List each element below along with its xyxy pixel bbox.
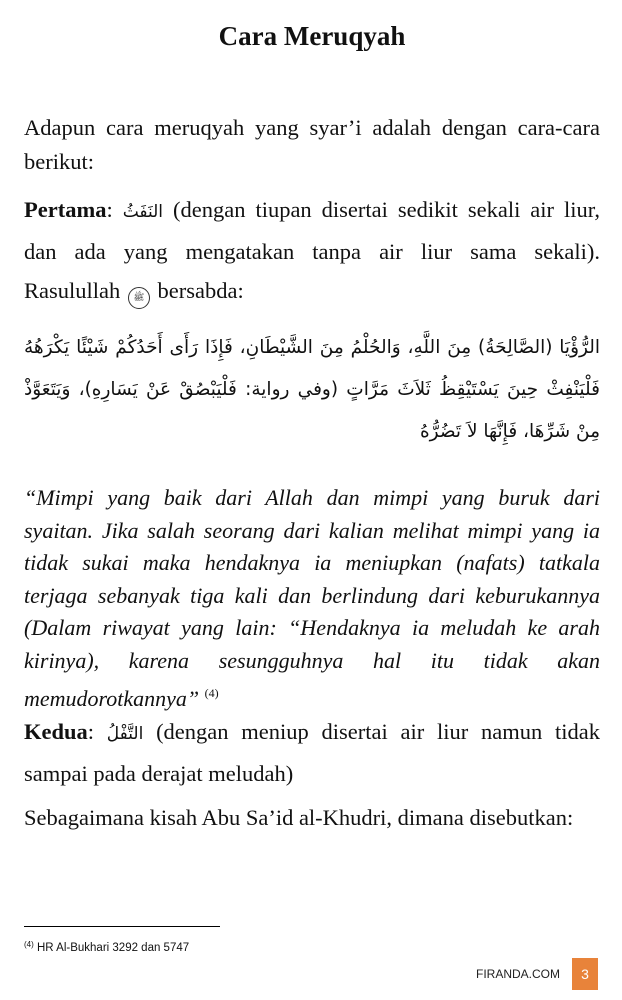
pertama-arabic-term: النَفَثُ bbox=[122, 202, 164, 222]
kedua-arabic-term: التَّفْلُ bbox=[106, 724, 144, 744]
footnote bbox=[24, 937, 189, 956]
pertama-text: (dengan tiupan disertai sedikit sekali air liur, dan ada yang mengatakan tanpa air liur sama sekali). Rasulullah bbox=[24, 197, 600, 303]
hadith-translation bbox=[24, 482, 600, 716]
kedua-paragraph: Kedua: التَّفْلُ (dengan meniup disertai air liur namun tidak sampai pada derajat meludah) bbox=[24, 719, 600, 786]
footer-site-name: FIRANDA.COM bbox=[476, 967, 560, 981]
page-title: Cara Meruqyah bbox=[218, 21, 406, 51]
translation-text: “Mimpi yang baik dari Allah dan mimpi yang buruk dari syaitan. Jika salah seorang dari kalian melihat mimpi yang ia tidak sukai maka hendaknya ia meniupkan (nafats) tatkala terjaga sebanyak tiga kali dan berlindung dari keburukannya (Dalam riwayat yang lain: “Hendaknya ia meludah ke arah kirinya), karena sesungguhnya hal itu tidak akan memudorotkannya” bbox=[24, 485, 600, 711]
pertama-text-after: bersabda: bbox=[157, 278, 244, 303]
pertama-paragraph: Pertama: النَفَثُ (dengan tiupan disertai sedikit sekali air liur, dan ada yang mengatakan tanpa air liur sama sekali). Rasulullah ﷺ bersabda: bbox=[24, 190, 600, 310]
footnote-reference: (4) bbox=[204, 686, 219, 700]
kedua-label: Kedua bbox=[24, 719, 88, 744]
footnote-divider bbox=[24, 926, 220, 927]
intro-paragraph: Adapun cara meruqyah yang syar’i adalah dengan cara-cara berikut: bbox=[24, 115, 600, 174]
kedua-text: (dengan meniup disertai air liur namun tidak sampai pada derajat meludah) bbox=[24, 719, 600, 786]
pertama-label: Pertama bbox=[24, 197, 107, 222]
footnote-text: HR Al-Bukhari 3292 dan 5747 bbox=[36, 942, 190, 954]
salawat-icon: ﷺ bbox=[128, 287, 150, 309]
closing-paragraph: Sebagaimana kisah Abu Sa’id al-Khudri, dimana disebutkan: bbox=[24, 805, 574, 830]
footnote-marker: (4) bbox=[24, 940, 34, 949]
page-number-badge: 3 bbox=[572, 958, 598, 990]
hadith-arabic: الرُّؤْيَا (الصَّالِحَةُ) مِنَ اللَّهِ، وَالحُلْمُ مِنَ الشَّيْطَانِ، فَإِذَا رَأَى أَحَدُكُمْ شَيْئًا يَكْرَهُهُ فَلْيَنْفِثْ حِينَ يَسْتَيْقِظُ ثَلاَثَ مَرَّاتٍ (وفي رواية: فَلْيَبْصُقْ عَنْ يَسَارِهِ)، وَيَتَعَوَّذْ مِنْ شَرِّهَا، فَإِنَّهَا لاَ تَضُرُّهُ bbox=[24, 336, 600, 442]
